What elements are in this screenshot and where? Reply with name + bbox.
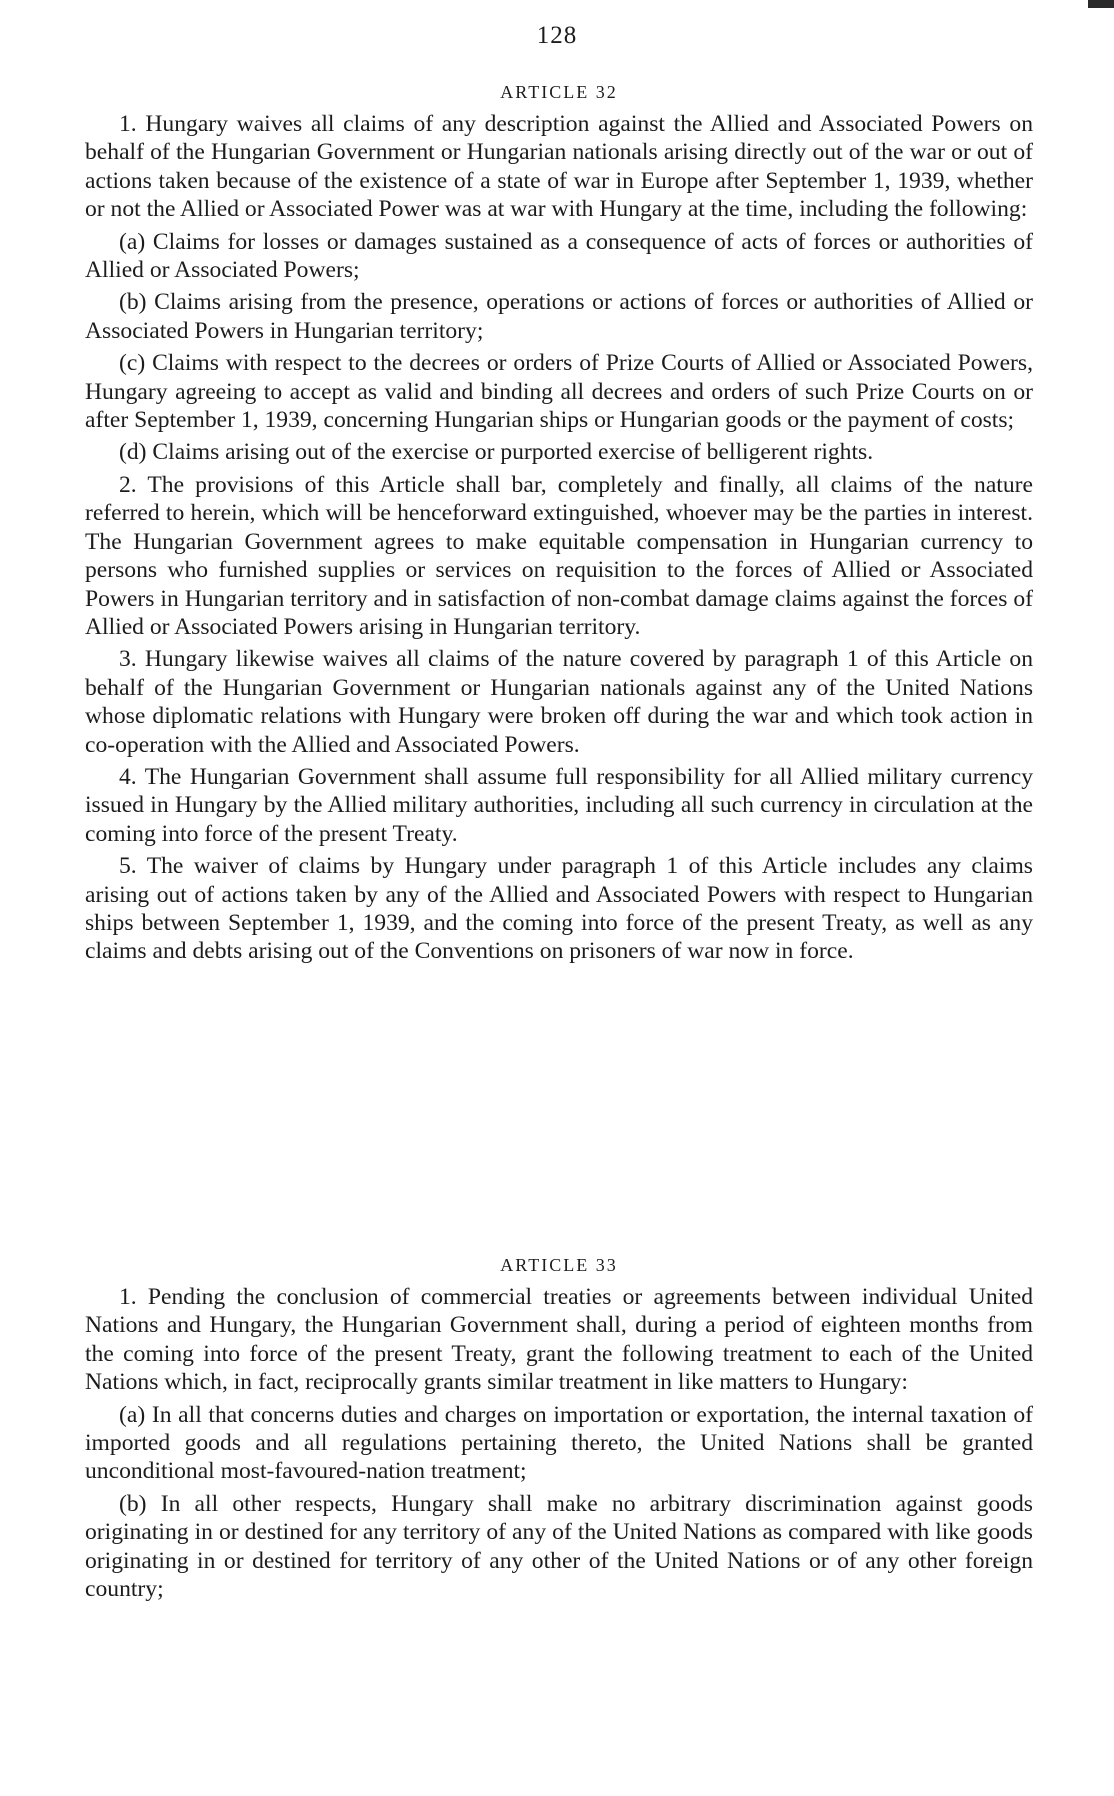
article-32-para-1d: (d) Claims arising out of the exercise or purported exercise of belligerent rights. xyxy=(119,439,874,466)
article-32-para-1c: (c) Claims with respect to the decrees or orders of Prize Courts of Allied or Associated Powers, Hungary agreeing to accept as valid and binding all decrees and orders of such Prize Courts on or after September 1, 1939, concerning Hungarian ships or Hungarian goods or the payment of costs; xyxy=(85,350,1033,434)
article-32-para-3: 3. Hungary likewise waives all claims of the nature covered by paragraph 1 of this Article on behalf of the Hungarian Government or Hungarian nationals against any of the United Nations whose diplomatic relations with Hungary were broken off during the war and which took action in co-operation with the Allied and Associated Powers. xyxy=(85,646,1033,758)
article-33-para-1: 1. Pending the conclusion of commercial treaties or agreements between individual United Nations and Hungary, the Hungarian Government shall, during a period of eighteen months from the coming into force of the present Treaty, grant the following treatment to each of the United Nations which, in fact, reciprocally grants similar treatment in like matters to Hungary: xyxy=(85,1284,1033,1396)
article-33-heading: ARTICLE 33 xyxy=(500,1255,618,1275)
article-33-para-1b: (b) In all other respects, Hungary shall make no arbitrary discrimination against goods originating in or destined for any territory of any of the United Nations as compared with like goods originating in or destined for territory of any other of the United Nations or of any other foreign country; xyxy=(85,1490,1033,1603)
article-33-para-1a: (a) In all that concerns duties and charges on importation or exportation, the internal taxation of imported goods and all regulations pertaining thereto, the United Nations shall be granted unconditional most-favoured-nation treatment; xyxy=(85,1401,1033,1485)
article-32-para-2: 2. The provisions of this Article shall bar, completely and finally, all claims of the nature referred to herein, which will be henceforward extinguished, whoever may be the parties in interest. The Hungarian Government agrees to make equitable compensation in Hungarian currency to persons who furnished supplies or services on requisition to the forces of Allied or Associated Powers in Hungarian territory and in satisfaction of non-combat damage claims against the forces of Allied or Associated Powers arising in Hungarian territory. xyxy=(85,471,1033,640)
article-32-para-5: 5. The waiver of claims by Hungary under paragraph 1 of this Article includes any claims arising out of actions taken by any of the Allied and Associated Powers with respect to Hungarian ships between September 1, 1939, and the coming into force of the present Treaty, as well as any claims and debts arising out of the Conventions on prisoners of war now in force. xyxy=(85,853,1033,965)
article-32-para-4: 4. The Hungarian Government shall assume full responsibility for all Allied military currency issued in Hungary by the Allied military authorities, including all such currency in circulation at the coming into force of the present Treaty. xyxy=(85,763,1033,847)
article-32-para-1b: (b) Claims arising from the presence, operations or actions of forces or authorities of Allied or Associated Powers in Hungarian territory; xyxy=(85,289,1033,344)
article-32-heading: ARTICLE 32 xyxy=(500,82,618,102)
article-32-para-1a: (a) Claims for losses or damages sustained as a consequence of acts of forces or authorities of Allied or Associated Powers; xyxy=(85,228,1033,284)
page-number: 128 xyxy=(536,22,578,49)
scan-corner-mark xyxy=(1088,0,1114,8)
article-32-para-1: 1. Hungary waives all claims of any description against the Allied and Associated Powers on behalf of the Hungarian Government or Hungarian nationals arising directly out of the war or out of actions taken because of the existence of a state of war in Europe after September 1, 1939, whether or not the Allied or Associated Power was at war with Hungary at the time, including the following: xyxy=(85,111,1033,223)
article-33 xyxy=(85,1255,1033,1607)
article-32 xyxy=(85,82,1033,970)
